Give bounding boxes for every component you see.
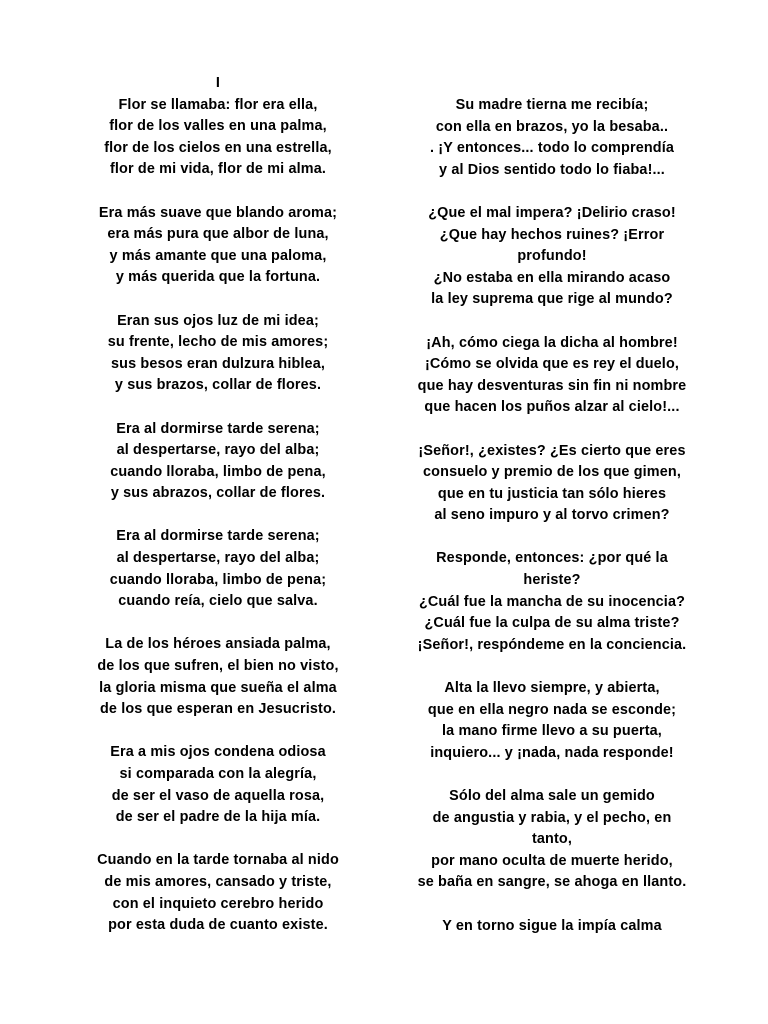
stanza <box>58 634 378 720</box>
poem-line: de angustia y rabia, y el pecho, en <box>432 809 672 826</box>
poem-line: tanto, <box>531 831 573 848</box>
poem-line: que en tu justicia tan sólo hieres <box>437 485 667 502</box>
stanza <box>392 548 712 656</box>
poem-line: ¡Señor!, ¿existes? ¿Es cierto que eres <box>418 442 686 459</box>
stanza <box>58 850 378 936</box>
poem-line: y al Dios sentido todo lo fiaba!... <box>439 161 665 178</box>
poem-line: . ¡Y entonces... todo lo comprendía <box>429 140 675 157</box>
poem-line: la ley suprema que rige al mundo? <box>431 291 673 308</box>
poem-line: cuando lloraba, limbo de pena; <box>109 571 327 588</box>
poem-line: Era a mis ojos condena odiosa <box>110 744 326 761</box>
poem-line: heriste? <box>523 572 581 589</box>
poem-line: con ella en brazos, yo la besaba.. <box>435 118 669 135</box>
poem-line: Era al dormirse tarde serena; <box>116 528 320 545</box>
stanza <box>392 678 712 764</box>
stanza <box>58 526 378 612</box>
poem-line: Eran sus ojos luz de mi idea; <box>117 312 319 329</box>
poem-line: al despertarse, rayo del alba; <box>116 442 320 459</box>
poem-line: flor de mi vida, flor de mi alma. <box>109 161 327 178</box>
section-numeral: I <box>215 75 221 91</box>
poem-line: que hay desventuras sin fin ni nombre <box>417 377 687 394</box>
poem-line: se baña en sangre, se ahoga en llanto. <box>417 874 687 891</box>
poem-line: ¡Ah, cómo ciega la dicha al hombre! <box>426 334 678 351</box>
poem-line: la gloria misma que sueña el alma <box>99 679 337 696</box>
stanza <box>392 786 712 894</box>
stanza <box>392 203 712 311</box>
poem-line: y sus brazos, collar de flores. <box>114 377 322 394</box>
poem-line: inquiero... y ¡nada, nada responde! <box>430 744 674 761</box>
poem-line: y sus abrazos, collar de flores. <box>110 485 326 502</box>
stanza <box>58 95 378 181</box>
poem-line: ¡Cómo se olvida que es rey el duelo, <box>424 356 680 373</box>
left-stanzas <box>58 95 378 937</box>
stanza <box>58 311 378 397</box>
stanza <box>392 333 712 419</box>
poem-line: La de los héroes ansiada palma, <box>105 636 331 653</box>
poem-line: ¿Cuál fue la mancha de su inocencia? <box>418 593 686 610</box>
poem-line: Era al dormirse tarde serena; <box>116 420 320 437</box>
poem-line: cuando lloraba, limbo de pena, <box>110 463 326 480</box>
poem-line: de ser el padre de la hija mía. <box>115 809 321 826</box>
poem-line: ¿No estaba en ella mirando acaso <box>433 269 671 286</box>
poem-line: al despertarse, rayo del alba; <box>116 550 320 567</box>
poem-line: Responde, entonces: ¿por qué la <box>436 550 668 567</box>
poem-line: la mano firme llevo a su puerta, <box>442 723 662 740</box>
poem-line: consuelo y premio de los que gimen, <box>423 464 681 481</box>
stanza <box>392 95 712 181</box>
poem-line: ¿Que el mal impera? ¡Delirio craso! <box>428 204 676 221</box>
poem-line: era más pura que albor de luna, <box>107 226 329 243</box>
poem-left-column <box>58 73 378 937</box>
poem-line: su frente, lecho de mis amores; <box>107 334 329 351</box>
poem-line: que hacen los puños alzar al cielo!... <box>424 399 680 416</box>
poem-line: y más amante que una paloma, <box>109 247 327 264</box>
poem-line: Alta la llevo siempre, y abierta, <box>444 680 660 697</box>
poem-line: Era más suave que blando aroma; <box>98 204 338 221</box>
poem-line: profundo! <box>517 248 587 265</box>
poem-line: Flor se llamaba: flor era ella, <box>118 96 318 113</box>
poem-line: con el inquieto cerebro herido <box>112 895 324 912</box>
poem-line: de los que sufren, el bien no visto, <box>97 658 339 675</box>
poem-line: ¿Cuál fue la culpa de su alma triste? <box>424 615 680 632</box>
poem-line: si comparada con la alegría, <box>119 766 317 782</box>
poem-line: que en ella negro nada se esconde; <box>427 701 677 718</box>
poem-line: Cuando en la tarde tornaba al nido <box>97 852 339 869</box>
right-stanzas <box>392 95 712 937</box>
poem-line: Y en torno sigue la impía calma <box>442 917 662 934</box>
poem-line: por mano oculta de muerte herido, <box>431 852 673 869</box>
poem-line: de mis amores, cansado y triste, <box>104 873 332 890</box>
poem-line: cuando reía, cielo que salva. <box>118 593 318 610</box>
poem-line: por esta duda de cuanto existe. <box>108 917 328 934</box>
poem-line: Sólo del alma sale un gemido <box>449 788 655 804</box>
poem-line: flor de los valles en una palma, <box>109 118 327 135</box>
poem-line: de los que esperan en Jesucristo. <box>99 701 337 718</box>
poem-line: ¡Señor!, respóndeme en la conciencia. <box>417 636 687 653</box>
poem-right-column <box>392 95 712 937</box>
stanza <box>58 203 378 289</box>
poem-line: al seno impuro y al torvo crimen? <box>434 507 670 524</box>
poem-line: y más querida que la fortuna. <box>115 269 321 286</box>
stanza <box>58 419 378 505</box>
stanza <box>392 916 712 938</box>
poem-line: de ser el vaso de aquella rosa, <box>111 787 325 804</box>
poem-line: ¿Que hay hechos ruines? ¡Error <box>439 226 665 243</box>
stanza <box>392 441 712 527</box>
poem-line: sus besos eran dulzura hiblea, <box>110 355 326 372</box>
stanza <box>58 742 378 828</box>
poem-line: Su madre tierna me recibía; <box>455 97 649 113</box>
poem-line: flor de los cielos en una estrella, <box>104 139 332 156</box>
